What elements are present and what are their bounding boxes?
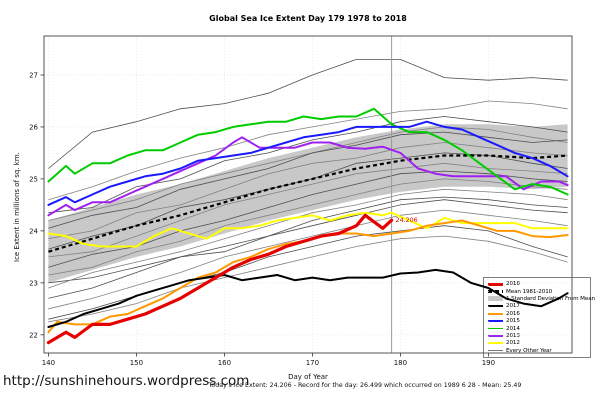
y-tick-label: 27: [29, 71, 38, 80]
x-tick-label: 190: [481, 359, 496, 367]
legend-label: 2013: [506, 332, 520, 339]
legend-label: 2015: [506, 318, 520, 325]
x-axis-label: Day of Year: [288, 373, 328, 381]
legend-label: 2017: [506, 303, 520, 310]
chart-title: Global Sea Ice Extent Day 179 1978 to 2018: [209, 14, 407, 23]
x-tick-label: 160: [217, 359, 232, 367]
legend-label: 1 Standard Deviation From Mean: [506, 295, 595, 302]
x-tick-label: 140: [41, 359, 56, 367]
y-tick-label: 26: [29, 123, 38, 132]
y-tick-label: 22: [29, 331, 38, 340]
y-axis-label: Ice Extent in millions of sq. km.: [13, 152, 21, 262]
legend-label: 2016: [506, 310, 520, 317]
y-tick-label: 24: [29, 227, 38, 236]
site-url: http://sunshinehours.wordpress.com: [3, 373, 250, 389]
legend-label: Every Other Year: [506, 347, 552, 354]
marker-value-label: 24.206: [395, 216, 418, 224]
x-tick-label: 180: [393, 359, 408, 367]
legend-label: 2014: [506, 325, 520, 332]
legend-label: Mean 1981-2010: [506, 288, 553, 295]
footer-stats: Today's Ice Extent: 24.206 - Record for the day: 26.499 which occurred on 1989 6 28 - Mean: 25.49: [208, 382, 522, 389]
legend-label: 2018: [506, 281, 520, 288]
legend-label: 2012: [506, 340, 520, 347]
x-tick-label: 150: [129, 359, 144, 367]
y-tick-label: 25: [29, 175, 38, 184]
y-tick-label: 23: [29, 279, 38, 288]
x-tick-label: 170: [305, 359, 320, 367]
